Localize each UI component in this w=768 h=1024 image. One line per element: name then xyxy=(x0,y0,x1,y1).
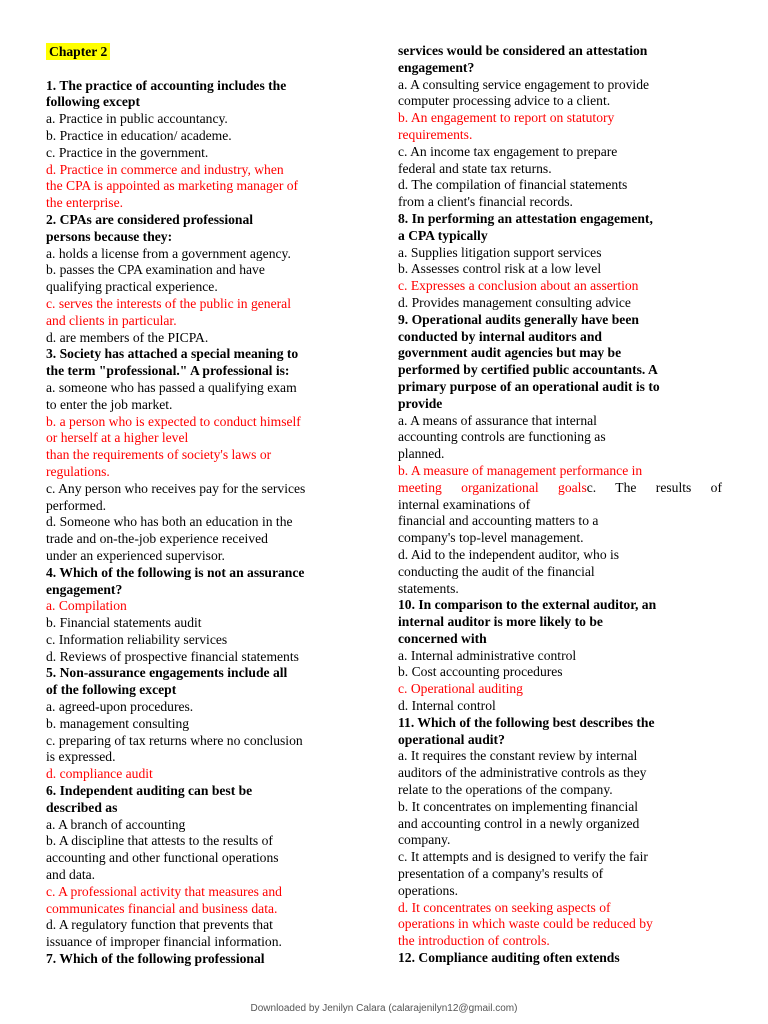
answer-line: company's top-level management. xyxy=(398,530,584,546)
question-line: 6. Independent auditing can best be xyxy=(46,783,253,799)
question-line: 3. Society has attached a special meaning to xyxy=(46,346,299,362)
answer-line: b. It concentrates on implementing financial xyxy=(398,798,639,814)
answer-line: b. A discipline that attests to the results of xyxy=(46,833,273,849)
answer-line: issuance of improper financial information. xyxy=(46,934,282,950)
question-line: 8. In performing an attestation engagement, xyxy=(398,210,653,226)
question-line: 2. CPAs are considered professional xyxy=(46,211,254,227)
correct-answer-line: c. Operational auditing xyxy=(398,681,523,697)
question-line: a CPA typically xyxy=(398,227,488,243)
question-line: 5. Non-assurance engagements include all xyxy=(46,665,288,681)
answer-line: conducting the audit of the financial xyxy=(398,563,595,579)
question-line: internal auditor is more likely to be xyxy=(398,614,603,630)
correct-answer-line: c. A professional activity that measures and xyxy=(46,883,282,899)
answer-line: c. Any person who receives pay for the services xyxy=(46,480,306,496)
answer-line: b. passes the CPA examination and have xyxy=(46,262,265,278)
answer-line: a. It requires the constant review by internal xyxy=(398,748,638,764)
answer-line: performed. xyxy=(46,497,107,513)
answer-line: a. A means of assurance that internal xyxy=(398,412,597,428)
question-line: following except xyxy=(46,94,141,110)
answer-line: a. A consulting service engagement to provide xyxy=(398,76,650,92)
answer-line: internal examinations of xyxy=(398,496,531,512)
correct-answer-line: c. serves the interests of the public in general xyxy=(46,295,291,311)
answer-line: d. Someone who has both an education in the xyxy=(46,514,293,530)
question-line: 11. Which of the following best describes the xyxy=(398,714,655,730)
question-line: conducted by internal auditors and xyxy=(398,328,602,344)
question-line: 10. In comparison to the external auditor, an xyxy=(398,597,657,613)
correct-answer-line: communicates financial and business data. xyxy=(46,900,278,916)
answer-line: accounting controls are functioning as xyxy=(398,429,606,445)
question-line: persons because they: xyxy=(46,228,173,244)
question-line: of the following except xyxy=(46,682,177,698)
spacer xyxy=(46,61,346,78)
correct-answer-line: operations in which waste could be reduced by xyxy=(398,916,653,932)
question-line: performed by certified public accountants. A xyxy=(398,362,658,378)
correct-answer-line: d. Practice in commerce and industry, when xyxy=(46,161,284,177)
answer-line: b. Financial statements audit xyxy=(46,615,202,631)
answer-line: from a client's financial records. xyxy=(398,194,573,210)
answer-line: operations. xyxy=(398,882,459,898)
answer-line: auditors of the administrative controls as they xyxy=(398,765,647,781)
answer-line: c. preparing of tax returns where no conclusion xyxy=(46,732,303,748)
answer-line: b. management consulting xyxy=(46,715,190,731)
question-line: engagement? xyxy=(46,581,123,597)
answer-line: c. Practice in the government. xyxy=(46,144,209,160)
correct-answer-line: the enterprise. xyxy=(46,195,123,211)
chapter-heading xyxy=(46,43,346,61)
correct-answer-line: a. Compilation xyxy=(46,598,127,614)
answer-line: statements. xyxy=(398,580,459,596)
answer-line: a. agreed-upon procedures. xyxy=(46,699,194,715)
answer-line: d. The compilation of financial statements xyxy=(398,177,628,193)
answer-line: to enter the job market. xyxy=(46,396,173,412)
answer-line: presentation of a company's results of xyxy=(398,866,604,882)
answer-line: a. Practice in public accountancy. xyxy=(46,111,228,127)
answer-line: accounting and other functional operations xyxy=(46,850,279,866)
answer-text-correct: meeting organizational goals xyxy=(398,479,587,495)
question-line: provide xyxy=(398,395,443,411)
answer-line: federal and state tax returns. xyxy=(398,160,552,176)
answer-line: d. Aid to the independent auditor, who is xyxy=(398,546,620,562)
answer-line: computer processing advice to a client. xyxy=(398,93,611,109)
answer-line: c. Information reliability services xyxy=(46,631,228,647)
answer-line: qualifying practical experience. xyxy=(46,279,218,295)
correct-answer-line: the CPA is appointed as marketing manager of xyxy=(46,178,299,194)
answer-line: d. are members of the PICPA. xyxy=(46,329,209,345)
answer-line: d. Provides management consulting advice xyxy=(398,294,631,310)
answer-line: a. A branch of accounting xyxy=(46,816,186,832)
right-column xyxy=(398,43,722,967)
answer-line: company. xyxy=(398,832,451,848)
answer-line: is expressed. xyxy=(46,749,116,765)
answer-line: d. A regulatory function that prevents that xyxy=(46,917,273,933)
question-line: primary purpose of an operational audit is to xyxy=(398,378,660,394)
answer-line: d. Reviews of prospective financial statements xyxy=(46,648,299,664)
answer-line: and data. xyxy=(46,867,96,883)
answer-line: planned. xyxy=(398,446,445,462)
question-line: government audit agencies but may be xyxy=(398,345,622,361)
answer-text: c. The results of xyxy=(586,479,722,495)
correct-answer-line: c. Expresses a conclusion about an assertion xyxy=(398,278,639,294)
correct-answer-line: or herself at a higher level xyxy=(46,430,189,446)
answer-line: trade and on-the-job experience received xyxy=(46,531,268,547)
answer-line: and accounting control in a newly organized xyxy=(398,815,640,831)
answer-line: a. holds a license from a government agency. xyxy=(46,245,291,261)
question-line: services would be considered an attestation xyxy=(398,43,648,58)
answer-line: b. Practice in education/ academe. xyxy=(46,127,232,143)
answer-line: financial and accounting matters to a xyxy=(398,513,599,529)
left-column xyxy=(46,43,346,968)
answer-line: b. Assesses control risk at a low level xyxy=(398,261,602,277)
download-footer: Downloaded by Jenilyn Calara (calarajenilyn12@gmail.com) xyxy=(250,1003,518,1014)
answer-line: a. Internal administrative control xyxy=(398,647,577,663)
question-line: the term "professional." A professional is: xyxy=(46,363,290,379)
answer-line: c. It attempts and is designed to verify the fair xyxy=(398,849,648,865)
question-line: described as xyxy=(46,799,118,815)
question-line: 9. Operational audits generally have been xyxy=(398,311,639,327)
question-line: 7. Which of the following professional xyxy=(46,951,265,967)
correct-answer-line: the introduction of controls. xyxy=(398,933,550,949)
answer-line: d. Internal control xyxy=(398,698,496,714)
correct-answer-line: regulations. xyxy=(46,463,110,479)
answer-line: a. Supplies litigation support services xyxy=(398,244,602,260)
answer-line: c. An income tax engagement to prepare xyxy=(398,143,618,159)
correct-answer-line: requirements. xyxy=(398,126,473,142)
question-line: 4. Which of the following is not an assurance xyxy=(46,564,305,580)
question-line: operational audit? xyxy=(398,731,505,747)
question-line: 12. Compliance auditing often extends xyxy=(398,950,620,966)
correct-answer-line: d. It concentrates on seeking aspects of xyxy=(398,899,611,915)
question-line: concerned with xyxy=(398,630,487,646)
answer-line: under an experienced supervisor. xyxy=(46,547,225,563)
correct-answer-line: than the requirements of society's laws or xyxy=(46,447,272,463)
answer-line-mixed xyxy=(398,480,722,497)
correct-answer-line: b. An engagement to report on statutory xyxy=(398,110,615,126)
correct-answer-line: d. compliance audit xyxy=(46,766,153,782)
correct-answer-line: and clients in particular. xyxy=(46,312,177,328)
question-line: 1. The practice of accounting includes the xyxy=(46,77,287,93)
chapter-title: Chapter 2 xyxy=(46,43,110,60)
answer-line: relate to the operations of the company. xyxy=(398,782,613,798)
question-line: engagement? xyxy=(398,59,475,75)
answer-line: b. Cost accounting procedures xyxy=(398,664,563,680)
answer-line: a. someone who has passed a qualifying exam xyxy=(46,379,297,395)
correct-answer-line: b. A measure of management performance in xyxy=(398,462,643,478)
correct-answer-line: b. a person who is expected to conduct himself xyxy=(46,413,301,429)
